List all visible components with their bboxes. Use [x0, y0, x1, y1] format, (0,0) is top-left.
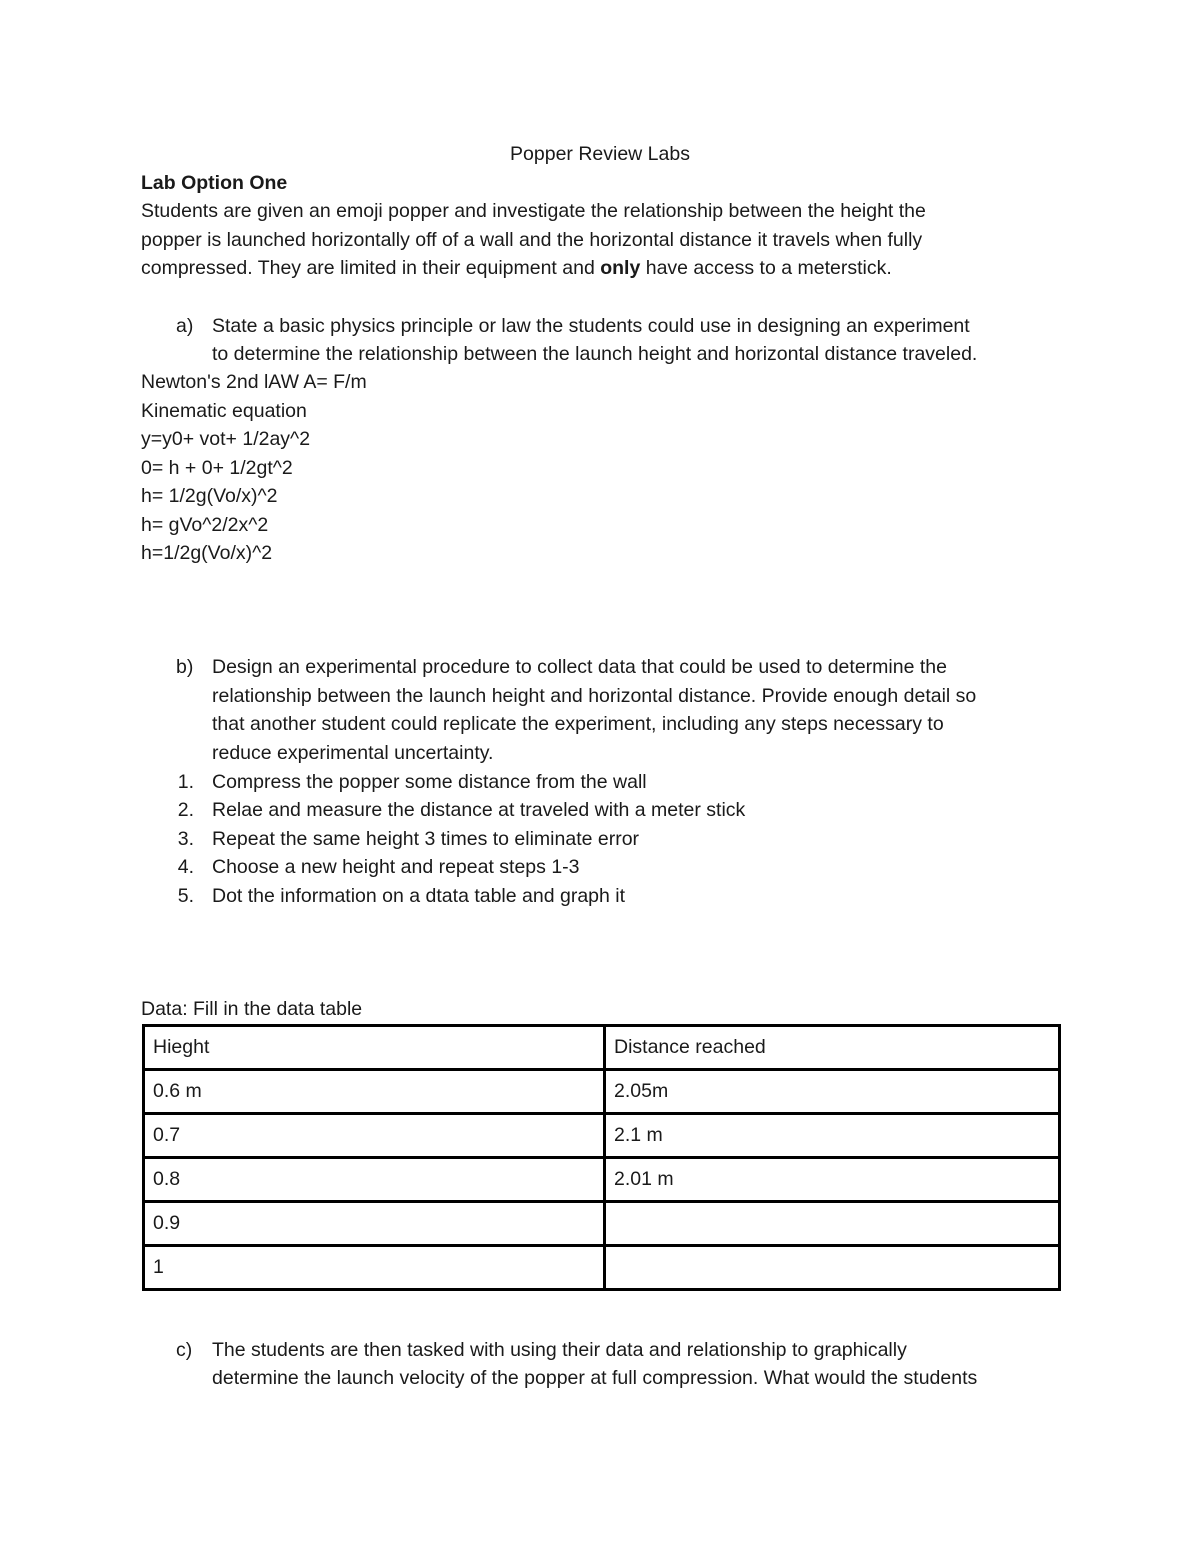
table-cell[interactable]: 2.05m [605, 1070, 1060, 1114]
table-row [144, 1158, 1060, 1202]
table-cell[interactable] [605, 1246, 1060, 1290]
table-cell[interactable]: 0.6 m [144, 1070, 605, 1114]
table-cell[interactable]: 1 [144, 1246, 605, 1290]
answer-a-line: y=y0+ vot+ 1/2ay^2 [141, 428, 311, 450]
step-text: Choose a new height and repeat steps 1-3 [212, 856, 580, 878]
table-cell[interactable]: 2.1 m [605, 1114, 1060, 1158]
intro-emphasis: only [600, 257, 641, 279]
question-b-line: Design an experimental procedure to collect data that could be used to determine the [212, 656, 947, 678]
step-text: Compress the popper some distance from the wall [212, 771, 647, 793]
table-row [144, 1246, 1060, 1290]
intro-line-3-end: have access to a meterstick. [640, 257, 892, 279]
table-cell[interactable]: 0.9 [144, 1202, 605, 1246]
table-cell[interactable]: 0.8 [144, 1158, 605, 1202]
question-a-line-1: State a basic physics principle or law the students could use in designing an experiment [212, 315, 970, 337]
table-row [144, 1070, 1060, 1114]
question-c-line-2: determine the launch velocity of the popper at full compression. What would the students [212, 1367, 978, 1389]
question-b-marker: b) [176, 656, 194, 678]
table-cell[interactable]: 0.7 [144, 1114, 605, 1158]
question-c-line-1: The students are then tasked with using their data and relationship to graphically [212, 1339, 907, 1361]
question-b-line: relationship between the launch height and horizontal distance. Provide enough detail so [212, 685, 977, 707]
step-number: 3. [177, 828, 194, 850]
page-title: Popper Review Labs [510, 143, 690, 165]
step-number: 1. [177, 771, 194, 793]
table-row [144, 1114, 1060, 1158]
intro-line-3 [141, 254, 892, 282]
table-header-cell: Distance reached [605, 1026, 1060, 1070]
table-header-row [144, 1026, 1060, 1070]
question-b-line: reduce experimental uncertainty. [212, 742, 494, 764]
answer-a-line: h= gVo^2/2x^2 [141, 514, 269, 536]
data-table [142, 1024, 1061, 1291]
question-b-line: that another student could replicate the experiment, including any steps necessary to [212, 713, 944, 735]
step-text: Repeat the same height 3 times to eliminate error [212, 828, 640, 850]
table-cell[interactable] [605, 1202, 1060, 1246]
answer-a-line: Kinematic equation [141, 400, 307, 422]
question-c-marker: c) [176, 1339, 193, 1361]
question-a-line-2: to determine the relationship between the launch height and horizontal distance traveled. [212, 343, 978, 365]
step-text: Relae and measure the distance at traveled with a meter stick [212, 799, 746, 821]
answer-a-line: h= 1/2g(Vo/x)^2 [141, 485, 278, 507]
table-header-cell: Hieght [144, 1026, 605, 1070]
intro-line-2: popper is launched horizontally off of a wall and the horizontal distance it travels when fully [141, 229, 923, 251]
answer-a-line: Newton's 2nd lAW A= F/m [141, 371, 367, 393]
step-number: 4. [177, 856, 194, 878]
step-text: Dot the information on a dtata table and graph it [212, 885, 626, 907]
intro-line-1: Students are given an emoji popper and investigate the relationship between the height the [141, 200, 926, 222]
table-row [144, 1202, 1060, 1246]
section-heading: Lab Option One [141, 172, 288, 194]
intro-line-3-start: compressed. They are limited in their equipment and [141, 257, 601, 279]
table-cell[interactable]: 2.01 m [605, 1158, 1060, 1202]
step-number: 2. [177, 799, 194, 821]
answer-a-line: h=1/2g(Vo/x)^2 [141, 542, 273, 564]
answer-a-line: 0= h + 0+ 1/2gt^2 [141, 457, 293, 479]
question-a-marker: a) [176, 315, 194, 337]
data-label: Data: Fill in the data table [141, 998, 363, 1020]
step-number: 5. [177, 885, 194, 907]
